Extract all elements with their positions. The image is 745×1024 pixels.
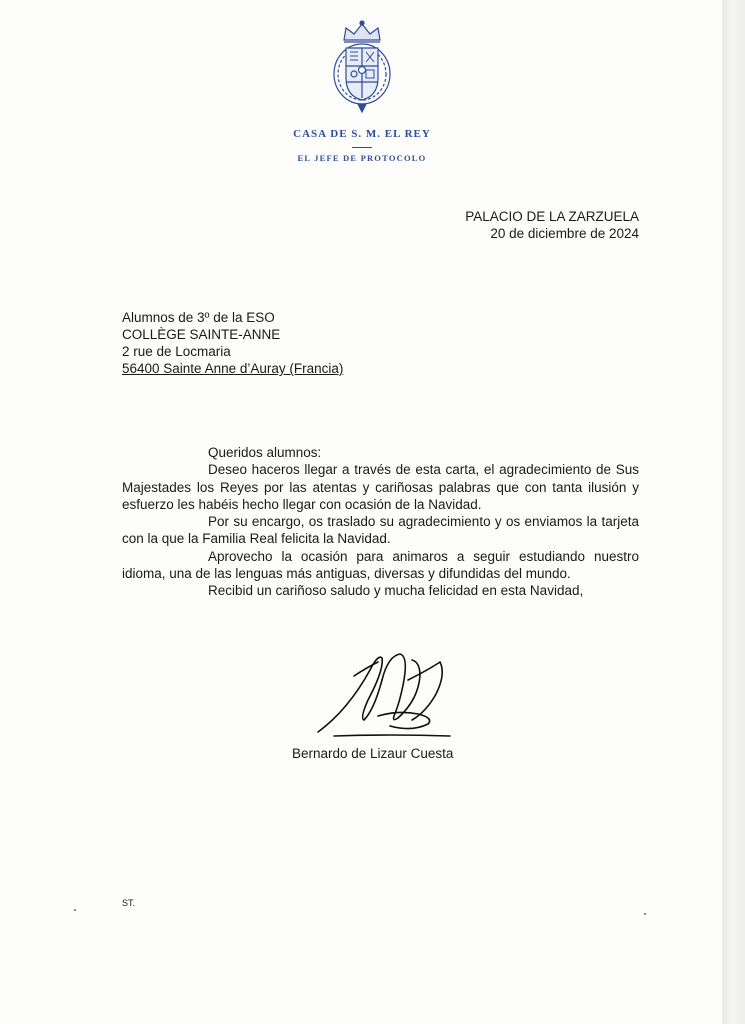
handwritten-signature [308, 640, 468, 750]
recipient-line: COLLÈGE SAINTE-ANNE [122, 327, 281, 342]
place-date-block [465, 208, 639, 242]
typist-initials: ST. [122, 898, 136, 908]
date: 20 de diciembre de 2024 [490, 226, 639, 241]
letterhead-office: EL JEFE DE PROTOCOLO [297, 153, 427, 163]
place: PALACIO DE LA ZARZUELA [465, 209, 639, 224]
greeting: Queridos alumnos: [208, 445, 322, 460]
recipient-line: 2 rue de Locmaria [122, 344, 231, 359]
scan-speck [74, 909, 76, 911]
recipient-line: 56400 Sainte Anne d’Auray (Francia) [122, 361, 344, 376]
paragraph: Deseo haceros llegar a través de esta carta, el agradecimiento de Sus Majestades los Reyes por las atentas y cariñosas palabras que con tanta ilusión y esfuerzo les habéis hecho llegar con ocasión de la Navidad. [122, 462, 639, 512]
scan-speck [644, 913, 646, 915]
letter-body [122, 444, 639, 600]
closing: Recibid un cariñoso saludo y mucha felicidad en esta Navidad, [208, 583, 584, 599]
signer-name: Bernardo de Lizaur Cuesta [292, 746, 454, 761]
letterhead-house: CASA DE S. M. EL REY [293, 128, 431, 140]
paragraph: Por su encargo, os traslado su agradecimiento y os enviamos la tarjeta con la que la Familia Real felicita la Navidad. [122, 514, 639, 547]
letterhead-divider [352, 147, 372, 148]
royal-crest-icon [330, 18, 394, 114]
recipient-line: Alumnos de 3º de la ESO [122, 310, 275, 325]
paragraph: Aprovecho la ocasión para animaros a seguir estudiando nuestro idioma, una de las lenguas más antiguas, diversas y difundidas del mundo. [122, 548, 639, 582]
scan-edge [722, 0, 745, 1024]
recipient-address [122, 309, 343, 377]
